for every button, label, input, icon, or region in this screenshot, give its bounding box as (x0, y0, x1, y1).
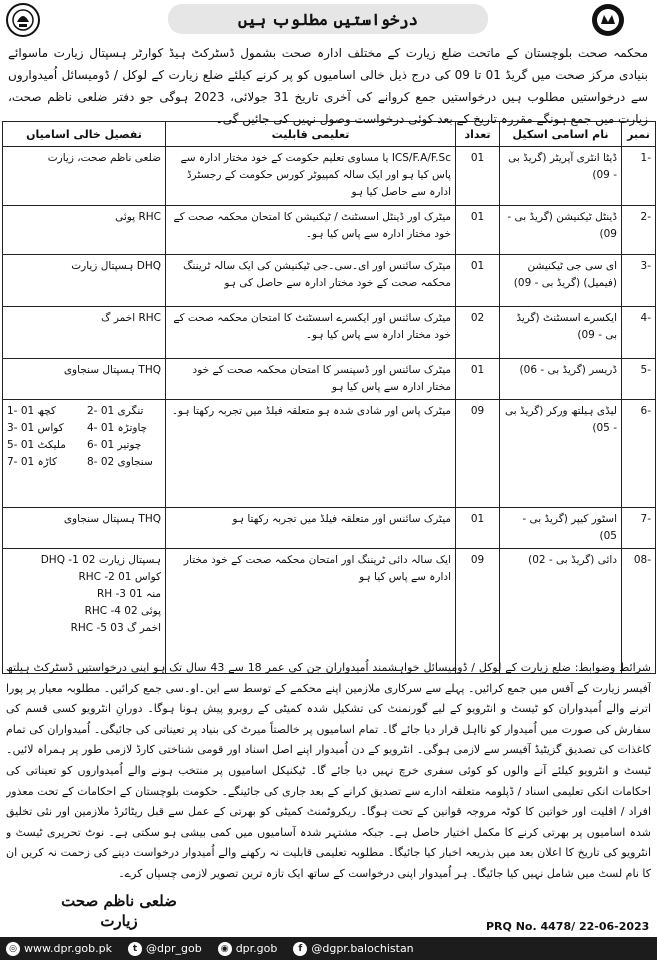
table-row (3, 206, 656, 255)
signatory-title: ضلعی ناظم صحت (61, 892, 177, 910)
row-qualification: میٹرک سائنس اور متعلقہ فیلڈ میں تجربہ رکھتا ہو (166, 508, 456, 549)
row-count: 01 (456, 147, 500, 206)
footer-instagram[interactable] (218, 942, 278, 956)
row-num: -3 (622, 255, 656, 307)
row-count: 01 (456, 508, 500, 549)
intro-paragraph: محکمہ صحت بلوچستان کے ماتحت ضلع زیارت کے مختلف ادارہ صحت بشمول ڈسٹرکٹ ہیڈ کوارٹر ہسپتال زیارت ماسوائے بنیادی مرکز صحت میں گریڈ 01 تا 09 کی درج ذیل خالی اسامیوں کو پر کرنے کیلئے ضلع زیارت کے لوکل / ڈومیسائل اُمیدواروں سے درخواستیں مطلوب ہیں درخواستیں جمع کروانے کی آخری تاریخ 31 جولائی، 2023 ہوگی جو دفتر ضلعی ناظم صحت، زیارت میں جمع ہونگے مقررہ تاریخ کے بعد کوئی درخواست وصول نہیں کی جائیں گی۔ (8, 46, 649, 126)
row-distribution: RHC پوئی (3, 206, 166, 255)
twitter-icon: t (128, 942, 142, 956)
list-item: 5- ملیکٹ 01 (7, 439, 66, 451)
list-item: 6- چوتیر 01 (87, 439, 142, 451)
government-emblem-icon (5, 2, 41, 38)
header (0, 0, 657, 40)
row-qualification: میٹرک سائنس اور ایکسرے اسسٹنٹ کا امتحان محکمہ صحت کے خود مختار ادارہ سے پاس کیا ہو۔ (166, 307, 456, 359)
list-item: 4- چاوتڑہ 01 (87, 422, 148, 434)
list-item: RHC -2 کواس 01 (78, 571, 161, 583)
distribution-list (7, 552, 161, 637)
row-qualification: ایک سالہ دائی ٹریننگ اور امتحان محکمہ صحت کے خود مختار ادارہ سے پاس کیا ہو (166, 549, 456, 674)
row-distribution (3, 400, 166, 508)
header-count: تعداد (456, 122, 500, 147)
footer-website[interactable] (6, 942, 112, 956)
row-distribution: ضلعی ناظم صحت، زیارت (3, 147, 166, 206)
facebook-link[interactable]: @dgpr.balochistan (311, 942, 414, 955)
row-qualification: میٹرک اور ڈینٹل اسسٹنٹ / ٹیکنیشن کا امتحان محکمہ صحت کے خود مختار ادارہ سے پاس کیا ہو۔ (166, 206, 456, 255)
header-distribution: تفصیل خالی اسامیاں (3, 122, 166, 147)
row-name: اسٹور کیپر (گریڈ بی - 05) (500, 508, 622, 549)
row-distribution: THQ ہسپتال سنجاوی (3, 359, 166, 400)
page-title: درخواستیں مطلوب ہیں (168, 4, 488, 34)
row-count: 09 (456, 549, 500, 674)
list-item: 8- سنجاوی 02 (87, 456, 153, 468)
table-row (3, 359, 656, 400)
row-name: ڈینٹل ٹیکنیشن (گریڈ بی - 09) (500, 206, 622, 255)
table-row (3, 549, 656, 674)
row-qualification: میٹرک سائنس اور ڈسپنسر کا امتحان محکمہ صحت کے خود مختار ادارہ سے پاس کیا ہو (166, 359, 456, 400)
instagram-icon: ◉ (218, 942, 232, 956)
table-header-row (3, 122, 656, 147)
row-count: 01 (456, 255, 500, 307)
row-name: ای سی جی ٹیکنیشن (فیمیل) (گریڈ بی - 09) (500, 255, 622, 307)
row-num: -6 (622, 400, 656, 508)
row-num: -08 (622, 549, 656, 674)
row-distribution: DHQ ہسپتال زیارت (3, 255, 166, 307)
twitter-link[interactable]: @dpr_gob (146, 942, 202, 955)
row-name: دائی (گریڈ بی - 02) (500, 549, 622, 674)
list-item: DHQ -1 ہسپتال زیارت 02 (40, 554, 161, 566)
table-row (3, 400, 656, 508)
row-num: -5 (622, 359, 656, 400)
row-name: ایکسرے اسسٹنٹ (گریڈ بی - 09) (500, 307, 622, 359)
health-department-logo-icon (590, 2, 626, 38)
list-item: 2- تنگری 01 (87, 405, 144, 417)
globe-icon: ◎ (6, 942, 20, 956)
table-row (3, 147, 656, 206)
footer-twitter[interactable] (128, 942, 202, 956)
prq-number: PRQ No. 4478/ 22-06-2023 (486, 920, 650, 933)
row-name: لیڈی ہیلتھ ورکر (گریڈ بی - 05) (500, 400, 622, 508)
header-name: نام اسامی اسکیل (500, 122, 622, 147)
row-distribution: THQ ہسپتال سنجاوی (3, 508, 166, 549)
row-count: 01 (456, 359, 500, 400)
row-count: 01 (456, 206, 500, 255)
list-item: RH -3 منہ 01 (96, 588, 161, 600)
row-name: ڈیٹا انٹری آپریٹر (گریڈ بی - 09) (500, 147, 622, 206)
vacancy-table (2, 121, 656, 674)
row-qualification: میٹرک پاس اور شادی شدہ ہو متعلقہ فیلڈ میں تجربہ رکھتا ہو۔ (166, 400, 456, 508)
website-link[interactable]: www.dpr.gob.pk (24, 942, 112, 955)
footer-bar (0, 937, 657, 960)
row-count: 02 (456, 307, 500, 359)
footer-facebook[interactable] (293, 942, 413, 956)
list-item: RHC -5 اخمر گ 03 (70, 622, 161, 634)
list-item: 1- کچھ 01 (7, 405, 56, 417)
table-row (3, 255, 656, 307)
facebook-icon: f (293, 942, 307, 956)
row-distribution: RHC اخمر گ (3, 307, 166, 359)
row-name: ڈریسر (گریڈ بی - 06) (500, 359, 622, 400)
row-num: -2 (622, 206, 656, 255)
row-num: -4 (622, 307, 656, 359)
list-item: RHC -4 پوئی 02 (84, 605, 161, 617)
row-distribution (3, 549, 166, 674)
distribution-list (7, 403, 161, 471)
row-num: -1 (622, 147, 656, 206)
signatory-place: زیارت (100, 912, 138, 930)
row-num: -7 (622, 508, 656, 549)
instagram-link[interactable]: dpr.gob (235, 942, 278, 955)
row-count: 09 (456, 400, 500, 508)
table-row (3, 508, 656, 549)
terms-and-conditions: شرائط وضوابط: ضلع زیارت کے لوکل / ڈومیسائل خواہشمند اُمیدواران جن کی عمر 18 سے 43 سال تک ہو اپنی درخواستیں ڈسٹرکٹ ہیلتھ آفیسر زیارت کے آفس میں جمع کرائیں۔ پہلے سے سرکاری ملازمین اپنے محکمے کے توسط سے این۔او۔سی جمع کرائیں۔ مطلوبہ معیار پر پورا اترنے والے اُمیدواران کو ٹیسٹ و انٹرویو کے لیے گورنمنٹ کی تشکیل شدہ کمیٹی کے روبرو پیش ہونا ہوگا۔ دورانِ انٹرویو کسی قسم کی سفارش کی صورت میں اُمیدوار کو نااہل قرار دیا جائے گا۔ تمام اسامیوں پر خالصتاً میرٹ کی بنیاد پر تعیناتی کی جائیگی۔ اُمیدواران کی تمام کاغذات کی تصدیق گزیٹیڈ آفیسر سے لازمی ہوگی۔ انٹرویو کے دن اُمیدوار اپنے اصل اسناد اور قومی شناختی کارڈ لازمی طور پر ہمراہ لائیں۔ ٹیسٹ و انٹرویو کیلئے آنے والوں کو کوئی سفری خرچ نہیں دیا جائے گا۔ ٹیکنیکل اسامیوں پر منتخب ہونے والے اُمیدواروں کو تعیناتی کی احکامات انکی تعلیمی اسناد / ڈپلومہ متعلقہ ادارے سے تصدیق کرانے کے بعد جاری کی جائینگے۔ حکومت بلوچستان کے احکامات کے تحت معذور افراد / اقلیت اور خواتین کا کوٹہ مروجہ قوانین کے تحت ہوگا۔ ریکروٹمنٹ کمیٹی کو بھرتی کے عمل سے قبل ریٹائرڈ ملازمین اور نئی تخلیق شدہ اسامیوں پر بھرتی کرنے کا مکمل اختیار حاصل ہے۔ جبکہ مشتہر شدہ آسامیوں میں کمی بیشی ہو سکتی ہے۔ نوٹ تحریری ٹیسٹ و انٹرویو کی تاریخ کا اعلان بعد میں بذریعہ اخبار کیا جائیگا۔ مطلوبہ تعلیمی قابلیت نہ رکھنے والے اُمیدوار درخواست دینے کی زحمت نہ کریں ان کا نام لسٹ میں شامل نہیں کیا جائیگا۔ ہر اُمیدوار اپنی درخواست کے ساتھ ایک تازہ ترین تصویر لازمی چسپاں کرے۔ (6, 661, 651, 880)
list-item: 3- کواس 01 (7, 422, 64, 434)
list-item: 7- کاڑہ 01 (7, 456, 57, 468)
row-qualification: میٹرک سائنس اور ای۔سی۔جی ٹیکنیشن کی ایک سالہ ٹریننگ محکمہ صحت کے خود مختار ادارہ سے حاصل کی ہو (166, 255, 456, 307)
header-num: نمبر (622, 122, 656, 147)
header-qualification: تعلیمی قابلیت (166, 122, 456, 147)
row-qualification: ICS/F.A/F.Sc یا مساوی تعلیم حکومت کے خود مختار ادارہ سے پاس کیا ہو اور ایک سالہ کمپیوٹر کورس حکومت کے رجسٹرڈ ادارہ سے حاصل کیا ہو (166, 147, 456, 206)
table-row (3, 307, 656, 359)
